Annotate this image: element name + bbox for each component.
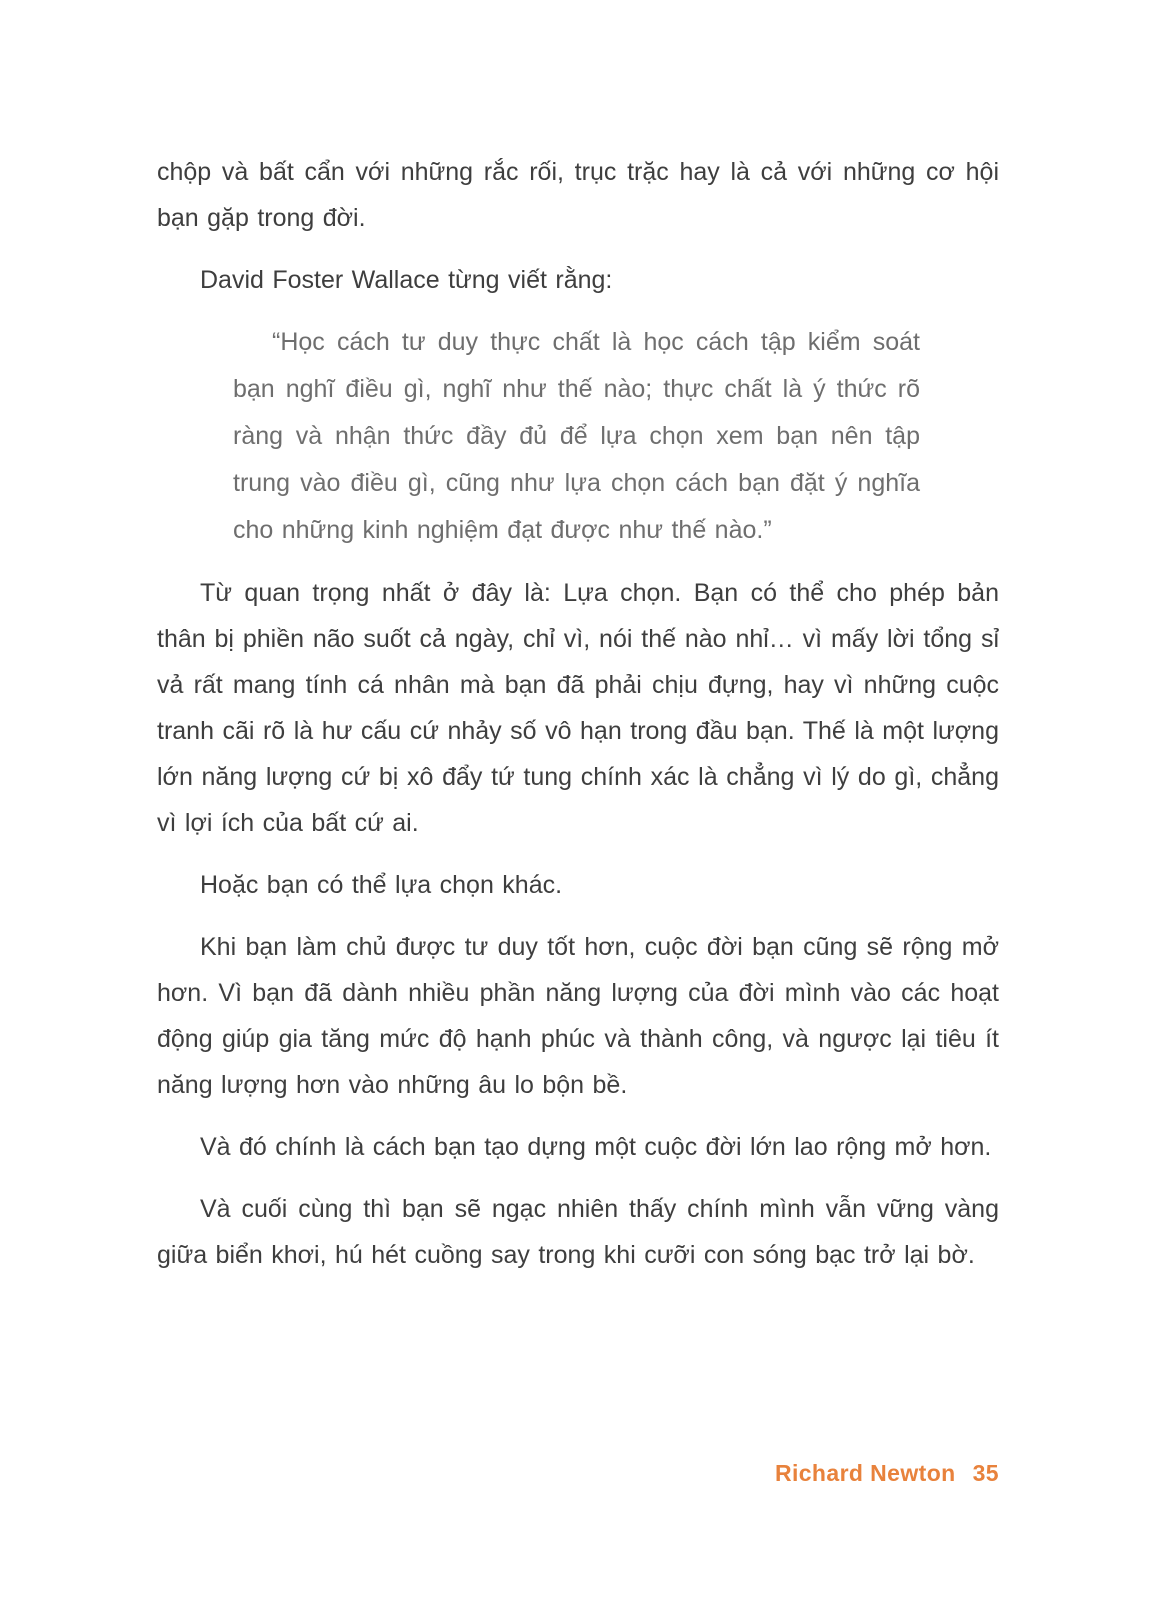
body-paragraph: chộp và bất cẩn với những rắc rối, trục trặc hay là cả với những cơ hội bạn gặp trong đời. [157, 158, 999, 232]
body-paragraph: Và đó chính là cách bạn tạo dựng một cuộc đời lớn lao rộng mở hơn. [200, 1133, 992, 1161]
footer-author-name: Richard Newton [774, 1460, 956, 1486]
page-footer [775, 1460, 999, 1487]
body-paragraph: David Foster Wallace từng viết rằng: [200, 266, 613, 294]
body-paragraph: Khi bạn làm chủ được tư duy tốt hơn, cuộc đời bạn cũng sẽ rộng mở hơn. Vì bạn đã dành nhiều phần năng lượng của đời mình vào các hoạt động giúp gia tăng mức độ hạnh phúc và thành công, và ngược lại tiêu ít năng lượng hơn vào những âu lo bộn bề. [157, 933, 999, 1099]
text-column [157, 149, 999, 1294]
footer-page-number: 35 [972, 1460, 999, 1486]
body-paragraph: Hoặc bạn có thể lựa chọn khác. [200, 871, 563, 899]
body-paragraph: Và cuối cùng thì bạn sẽ ngạc nhiên thấy chính mình vẫn vững vàng giữa biển khơi, hú hét cuồng say trong khi cưỡi con sóng bạc trở lại bờ. [157, 1195, 999, 1269]
quote-paragraph: “Học cách tư duy thực chất là học cách tập kiểm soát bạn nghĩ điều gì, nghĩ như thế nào; thực chất là ý thức rõ ràng và nhận thức đầy đủ để lựa chọn xem bạn nên tập trung vào điều gì, cũng như lựa chọn cách bạn đặt ý nghĩa cho những kinh nghiệm đạt được như thế nào.” [233, 328, 920, 544]
body-paragraph: Từ quan trọng nhất ở đây là: Lựa chọn. Bạn có thể cho phép bản thân bị phiền não suốt cả ngày, chỉ vì, nói thế nào nhỉ… vì mấy lời tổng sỉ vả rất mang tính cá nhân mà bạn đã phải chịu đựng, hay vì những cuộc tranh cãi rõ là hư cấu cứ nhảy số vô hạn trong đầu bạn. Thế là một lượng lớn năng lượng cứ bị xô đẩy tứ tung chính xác là chẳng vì lý do gì, chẳng vì lợi ích của bất cứ ai. [157, 579, 999, 837]
